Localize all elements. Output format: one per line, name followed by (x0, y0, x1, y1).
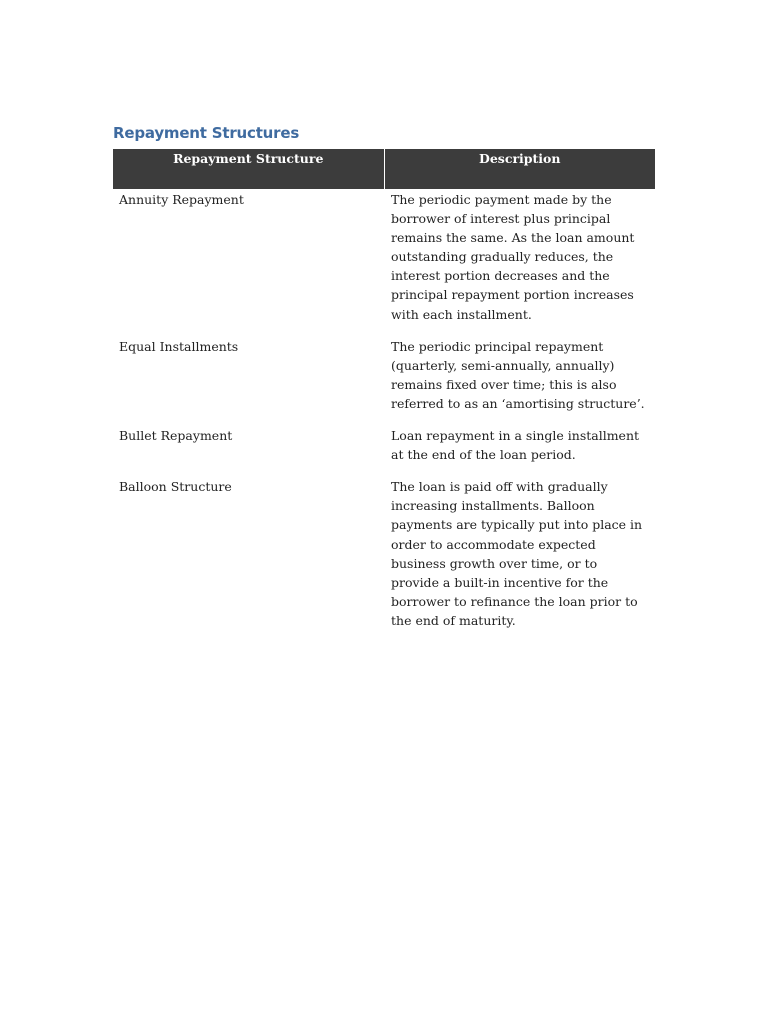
table-row (113, 477, 655, 643)
table-body (113, 189, 655, 643)
repayment-structure-cell: Bullet Repayment (119, 428, 233, 444)
repayment-structure-cell: Balloon Structure (119, 479, 232, 495)
section-title: Repayment Structures (113, 124, 300, 142)
column-header-repayment-structure: Repayment Structure (113, 149, 384, 189)
repayment-structure-cell: Equal Installments (119, 338, 239, 354)
column-header-description: Description (384, 149, 655, 189)
repayment-structures-table (113, 149, 655, 643)
table-row (113, 189, 655, 337)
table-header-row (113, 149, 655, 189)
table-header (113, 149, 655, 189)
description-cell: The periodic principal repayment (quarterly, semi-annually, annually) remains fixed over time; this is also referred to as an ‘amortising structure’. (391, 338, 645, 411)
description-cell: Loan repayment in a single installment at the end of the loan period. (391, 428, 640, 463)
description-cell: The loan is paid off with gradually increasing installments. Balloon payments are typically put into place in order to accommodate expected business growth over time, or to provide a built-in incentive for the borrower to refinance the loan prior to the end of maturity. (391, 479, 643, 628)
description-cell: The periodic payment made by the borrower of interest plus principal remains the same. As the loan amount outstanding gradually reduces, the interest portion decreases and the principal repayment portion increases with each installment. (391, 192, 635, 322)
table-row (113, 426, 655, 477)
repayment-structure-cell: Annuity Repayment (119, 192, 244, 207)
table-row (113, 337, 655, 426)
